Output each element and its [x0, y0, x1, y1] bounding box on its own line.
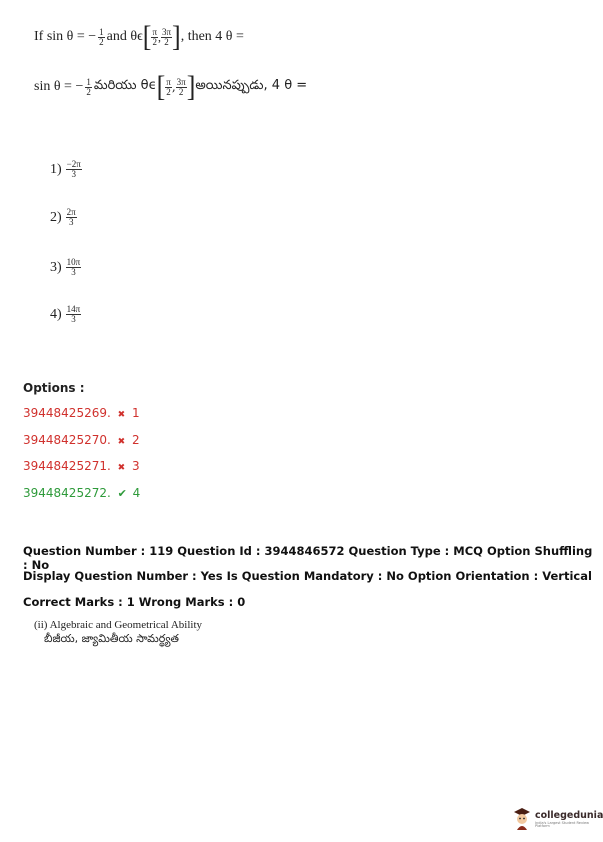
question-prefix-te: sin θ = −	[34, 79, 84, 94]
option-id: 39448425272.	[23, 486, 111, 500]
question-suffix: , then 4 θ =	[180, 29, 244, 44]
meta-line-3: Correct Marks : 1 Wrong Marks : 0	[23, 595, 246, 609]
option-label: 1	[132, 406, 140, 420]
check-mark-icon: ✔	[117, 487, 127, 500]
wrong-mark-icon: ✖	[117, 410, 126, 420]
range-start: $\frac{\pi}{2}$	[152, 26, 157, 47]
choice-fraction: $\frac{14\pi}{3}$	[66, 304, 81, 324]
left-bracket: [	[142, 19, 152, 54]
choice-fraction: $\frac{-2\pi}{3}$	[66, 159, 81, 179]
range-end-te: $\frac{3\pi}{2}$	[176, 76, 186, 97]
question-and-te: మరియు θϵ	[93, 78, 157, 93]
range-start-te: $\frac{\pi}{2}$	[166, 76, 171, 97]
question-telugu: sin θ = − $\frac{1}{2}$ మరియు θϵ [ $\frac{\pi}{2}$ , $\frac{3\pi}{2}$ ] అయినప్పుడు, 4 θ =	[34, 69, 308, 104]
wrong-mark-icon: ✖	[117, 437, 126, 447]
option-id: 39448425270.	[23, 433, 111, 447]
section-title-telugu: బీజీయ, జ్యామితీయ సామర్థ్యత	[44, 632, 179, 645]
left-bracket-te: [	[156, 69, 166, 104]
wrong-mark-icon: ✖	[117, 463, 126, 473]
choice-4: 4) $\frac{14\pi}{3}$	[50, 304, 81, 324]
option-id: 39448425271.	[23, 459, 111, 473]
option-row-correct	[23, 486, 140, 500]
option-label: 2	[132, 433, 140, 447]
collegedunia-logo	[512, 806, 603, 834]
option-row	[23, 459, 140, 473]
option-label: 4	[132, 486, 141, 500]
meta-line-2: Display Question Number : Yes Is Question Mandatory : No Option Orientation : Vertical	[23, 569, 592, 583]
logo-tagline: India's Largest Student Review Platform	[535, 820, 590, 829]
option-id: 39448425269.	[23, 406, 111, 420]
question-english: If sin θ = − $\frac{1}{2}$ and θϵ [ $\frac{\pi}{2}$ , $\frac{3\pi}{2}$ ] , then 4 θ =	[34, 19, 244, 54]
choice-2: 2) $\frac{2\pi}{3}$	[50, 207, 76, 227]
range-end: $\frac{3\pi}{2}$	[161, 26, 172, 47]
choice-3: 3) $\frac{10\pi}{3}$	[50, 257, 81, 277]
option-row	[23, 406, 140, 420]
right-bracket: ]	[172, 19, 181, 54]
choice-1: 1) $\frac{-2\pi}{3}$	[50, 159, 81, 179]
meta-line-1: Question Number : 119 Question Id : 3944846572 Question Type : MCQ Option Shuffling : No	[23, 544, 593, 572]
right-bracket-te: ]	[186, 69, 196, 104]
fraction-te: $\frac{1}{2}$	[86, 76, 91, 97]
question-prefix: If sin θ = −	[34, 29, 97, 44]
option-row	[23, 433, 140, 447]
options-heading: Options :	[23, 381, 85, 395]
section-title-english: (ii) Algebraic and Geometrical Ability	[34, 619, 203, 631]
option-label: 3	[132, 459, 140, 473]
question-and: and θϵ	[106, 29, 143, 44]
fraction: $\frac{1}{2}$	[99, 26, 104, 47]
question-suffix-te: అయినప్పుడు, 4 θ =	[195, 78, 308, 93]
choice-fraction: $\frac{10\pi}{3}$	[66, 257, 81, 277]
mascot-icon	[512, 806, 532, 834]
choice-fraction: $\frac{2\pi}{3}$	[66, 207, 76, 227]
logo-name: collegedunia	[535, 810, 603, 822]
